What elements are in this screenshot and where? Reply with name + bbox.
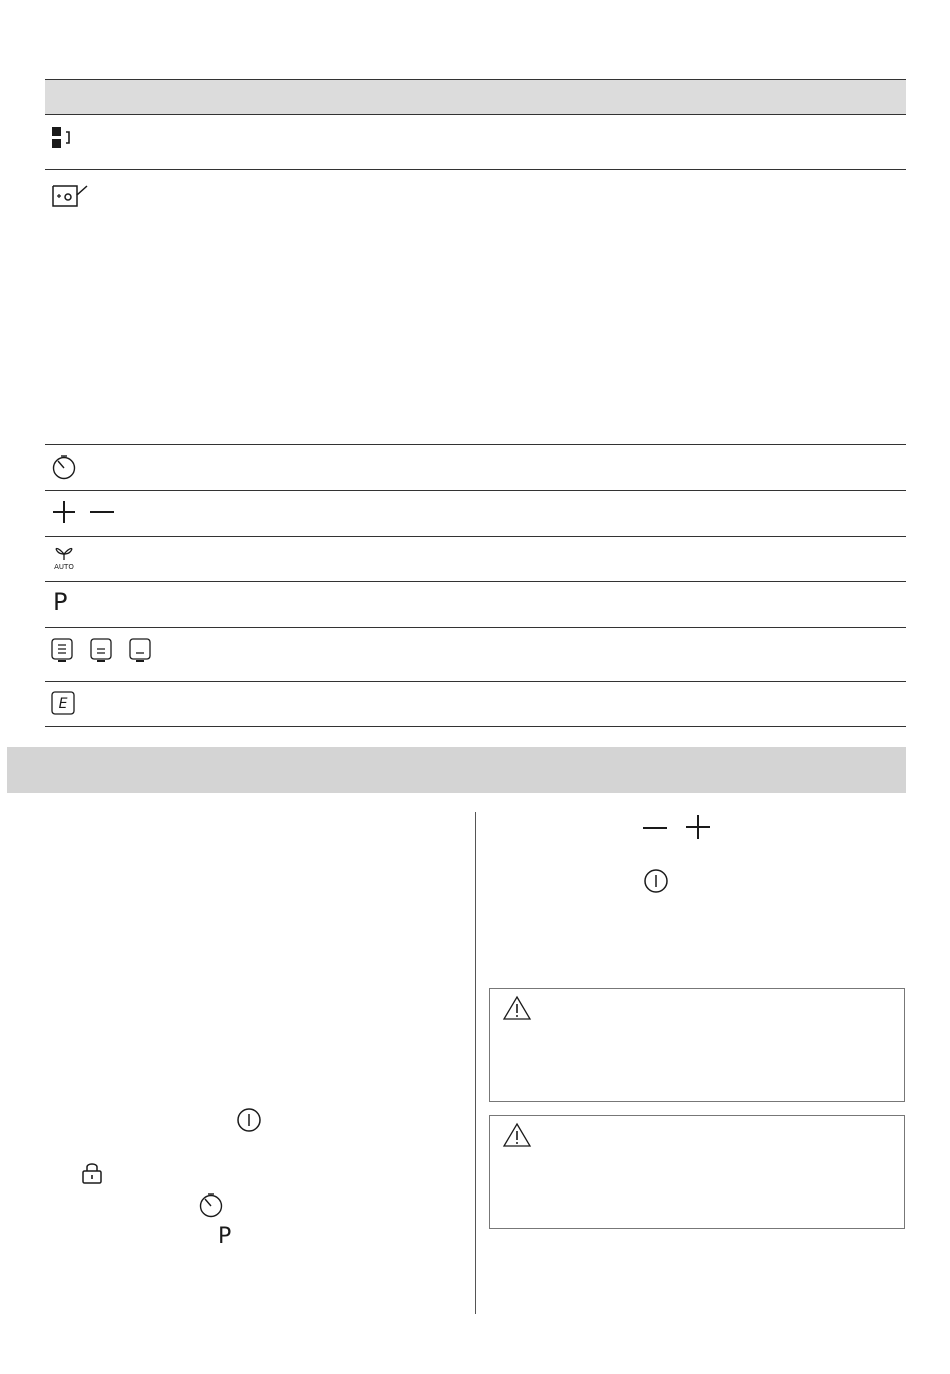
warning-box xyxy=(489,988,905,1102)
minus-icon xyxy=(642,816,668,840)
pot-sensor-icon xyxy=(51,182,91,210)
timer-icon xyxy=(198,1192,224,1218)
lock-icon xyxy=(81,1161,103,1185)
on-off-icon xyxy=(236,1107,262,1133)
fan-auto-icon xyxy=(52,543,76,571)
table-row-divider xyxy=(45,627,906,628)
table-row-divider xyxy=(45,726,906,727)
table-row-divider xyxy=(45,681,906,682)
on-off-icon xyxy=(643,868,669,894)
residual-heat-low-icon xyxy=(129,638,151,662)
warning-triangle-icon xyxy=(502,1122,532,1148)
plus-icon xyxy=(52,500,76,524)
warning-box xyxy=(489,1115,905,1229)
p-icon: P xyxy=(53,588,68,616)
table-row-divider xyxy=(45,581,906,582)
p-icon: P xyxy=(218,1224,232,1249)
error-e-icon xyxy=(51,691,75,715)
table-row-divider xyxy=(45,490,906,491)
plus-icon xyxy=(685,814,711,840)
warning-triangle-icon xyxy=(502,995,532,1021)
section-header-band xyxy=(7,747,906,793)
column-divider xyxy=(475,812,476,1314)
fan-auto-label: AUTO xyxy=(54,563,74,571)
table-row-divider xyxy=(45,536,906,537)
table-row-divider xyxy=(45,169,906,170)
table-header xyxy=(45,79,906,115)
timer-icon xyxy=(51,454,77,480)
bridge-icon xyxy=(51,126,75,150)
minus-icon xyxy=(89,500,115,524)
error-e-label: E xyxy=(58,696,68,712)
table-row-divider xyxy=(45,444,906,445)
residual-heat-mid-icon xyxy=(90,638,112,662)
residual-heat-high-icon xyxy=(51,638,73,662)
